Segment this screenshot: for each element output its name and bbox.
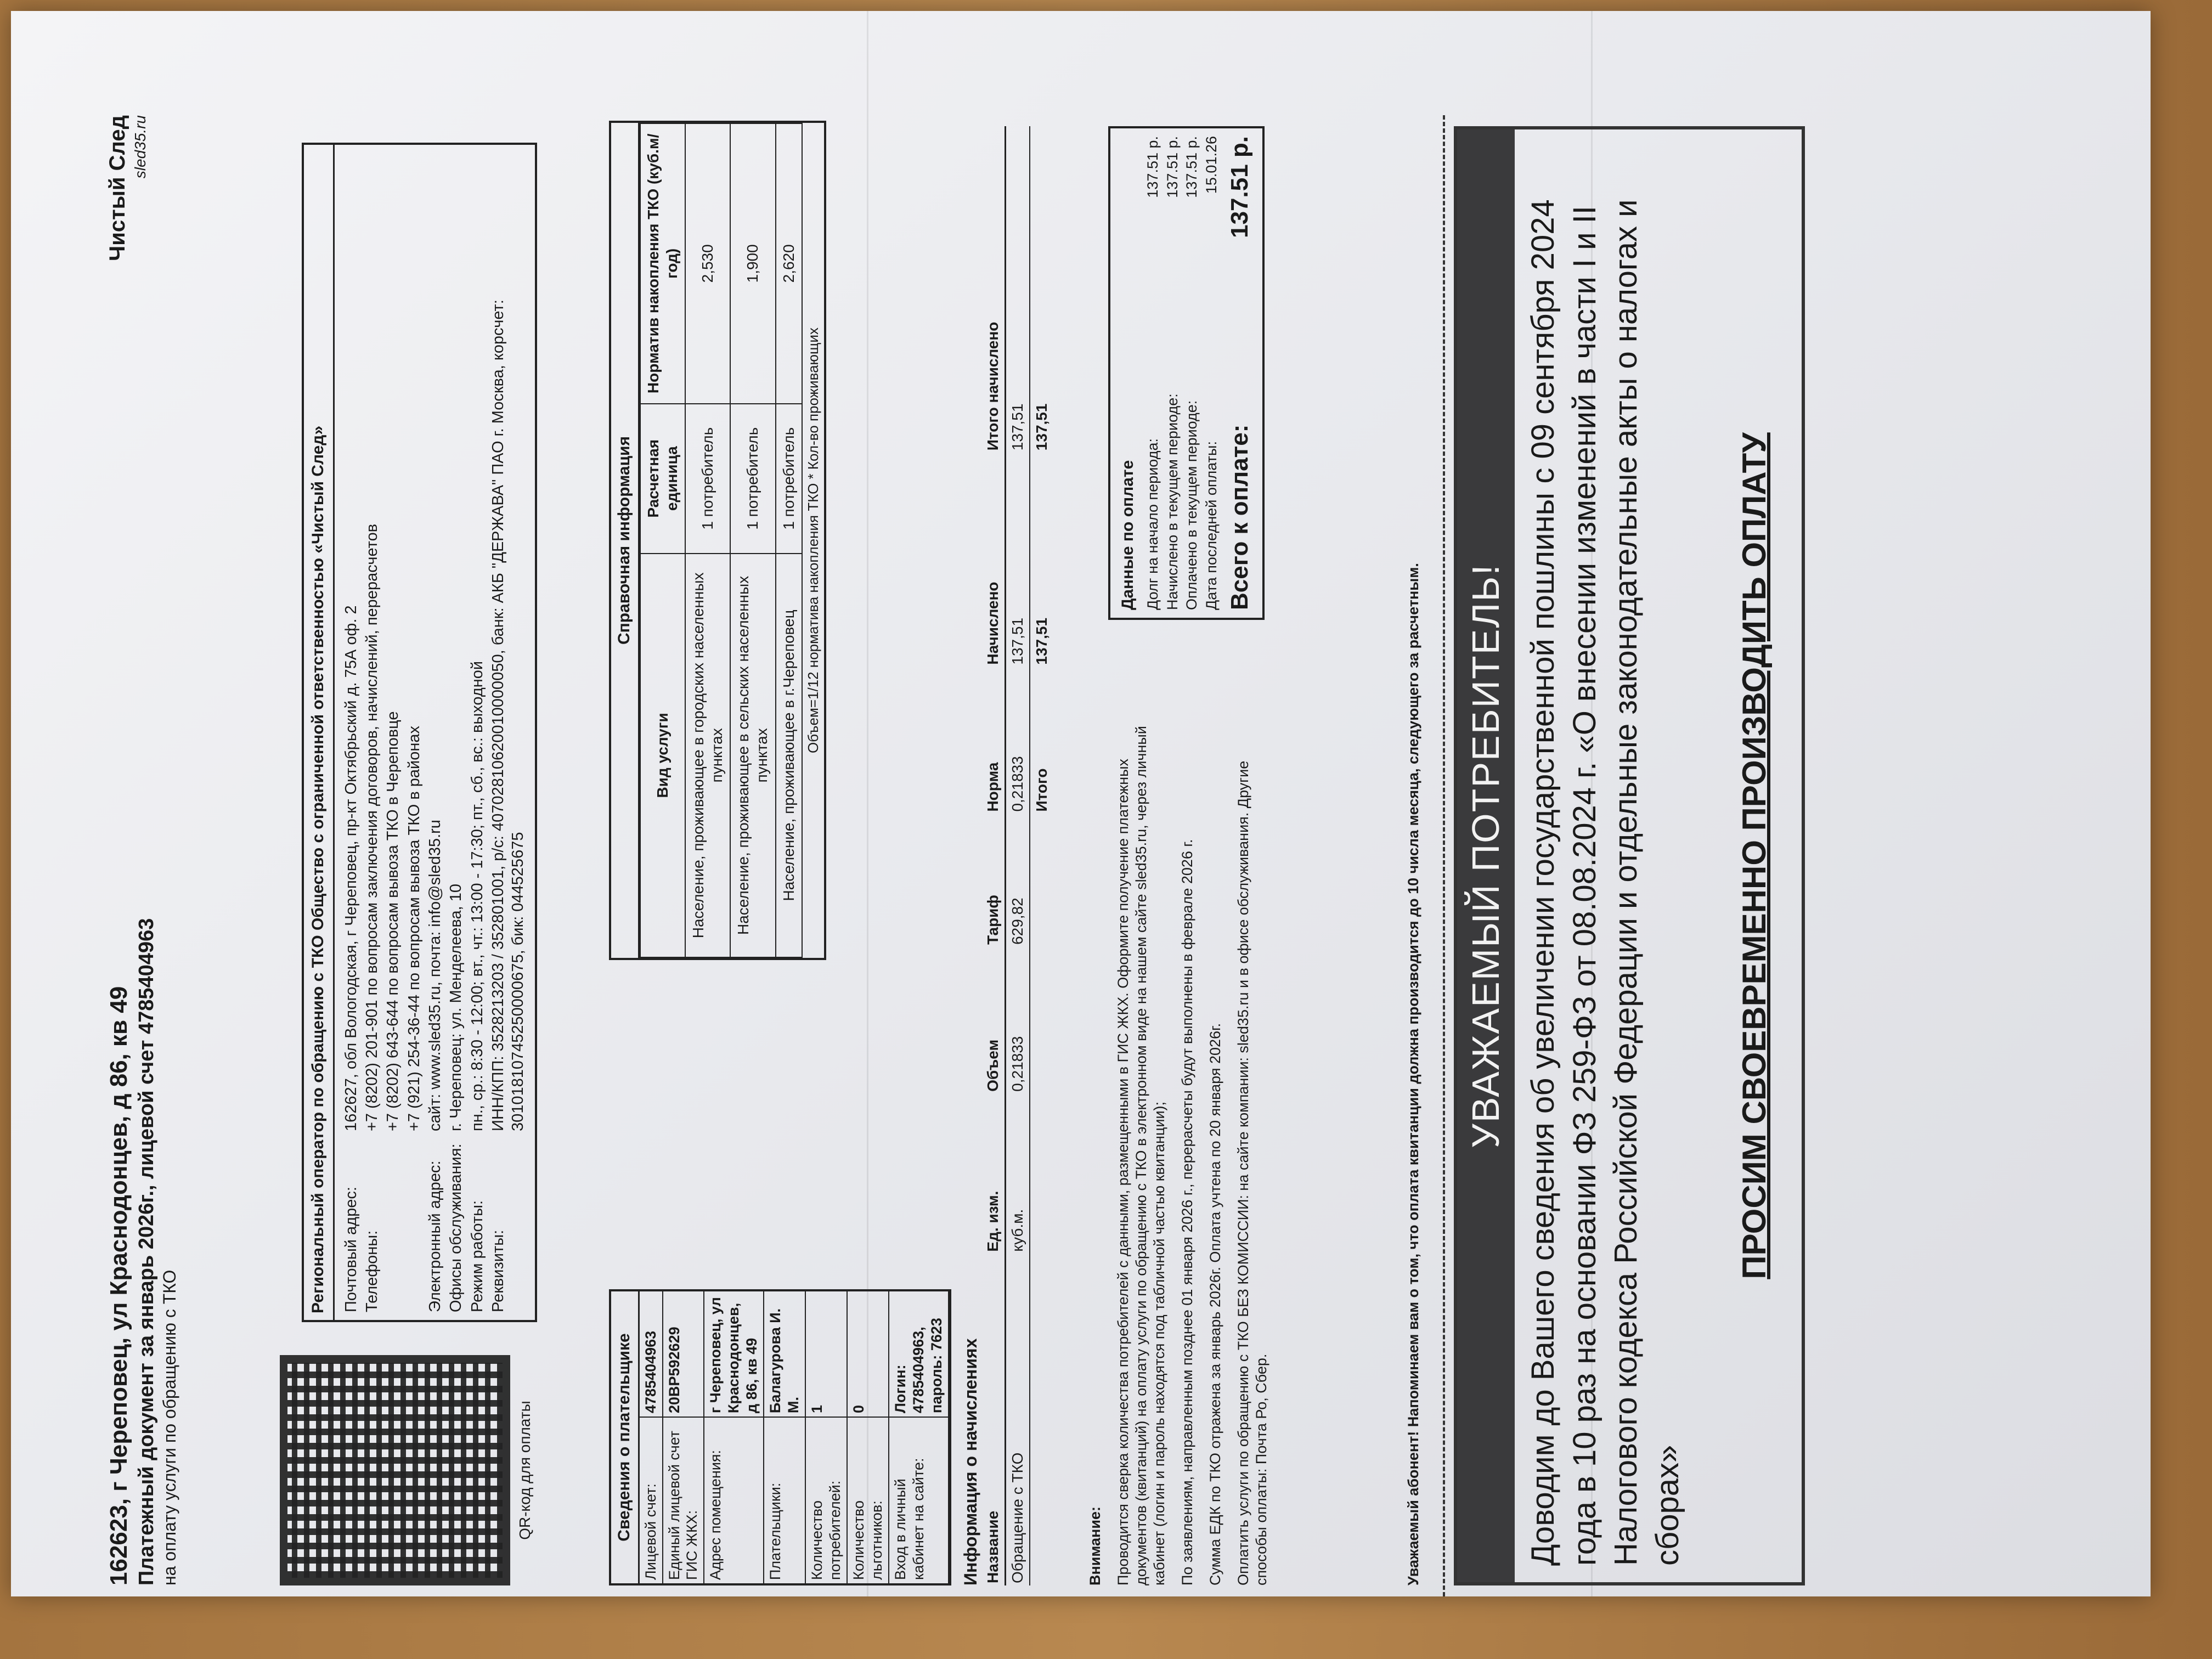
payer-row-label: Количество потребителей: bbox=[806, 1417, 847, 1583]
reference-cell: 1 потребитель bbox=[776, 404, 802, 554]
consumer-notice bbox=[1454, 126, 1805, 1585]
charges-cell: 629,82 bbox=[1006, 814, 1030, 947]
reference-info bbox=[609, 121, 826, 960]
charges-cell: Обращение с ТКО bbox=[1006, 1254, 1030, 1585]
operator-field-value: 162627, обл Вологодская, г Череповец, пр-кт Октябрьский д. 75А оф. 2 bbox=[342, 605, 360, 1131]
reference-cell: 2,530 bbox=[685, 123, 730, 404]
notes-p1: Проводится сверка количества потребителей с данными, размещенными в ГИС ЖКХ. Оформите получение платежных документов (квитанций) на оплату услуги по обращению с ТКО в электронном виде на нашем сайте sled35.ru, через личный кабинет (логин и пароль находятся под табличной частью квитанции); bbox=[1114, 726, 1167, 1585]
payment-rows bbox=[1144, 136, 1221, 610]
operator-title: Региональный оператор по обращению с ТКО Общество с ограниченной ответственностью «Чистый След» bbox=[304, 145, 335, 1320]
charges-cell: куб.м. bbox=[1006, 1094, 1030, 1254]
operator-field-value: +7 (8202) 643-644 по вопросам вывоза ТКО в Череповце bbox=[384, 711, 402, 1131]
charges-total-final: 137,51 bbox=[1033, 403, 1051, 451]
payer-row-label: Плательщики: bbox=[764, 1417, 805, 1583]
payment-total-value: 137.51 р. bbox=[1226, 136, 1254, 238]
document-subtitle: на оплату услуги по обращению с ТКО bbox=[160, 1269, 180, 1585]
notes-heading: Внимание: bbox=[1087, 1506, 1103, 1585]
notice-body: Доводим до Вашего сведения об увеличении государственной пошлины с 09 сентября 2024 года в 10 раз на основании ФЗ 259-ФЗ от 08.08.2024 г. «О внесении изменений в части I и II Налогового кодекса Российской Федерации и отдельные законодательные акты о налогах и сборах» bbox=[1525, 199, 1685, 1566]
reference-cell: Население, проживающее в городских населенных пунктах bbox=[685, 554, 730, 957]
payer-row bbox=[663, 1291, 705, 1583]
payer-row-value: Логин: 4785404963, пароль: 7623 bbox=[891, 1318, 945, 1413]
reference-cell: 1 потребитель bbox=[685, 404, 730, 554]
payment-row-value: 15.01.26 bbox=[1203, 136, 1220, 194]
charges-total-label: Итого bbox=[1033, 768, 1051, 812]
charges-total-charged: 137,51 bbox=[1033, 617, 1051, 665]
payment-total bbox=[1225, 136, 1255, 610]
company-logo bbox=[104, 115, 150, 261]
operator-field-row bbox=[468, 153, 487, 1312]
operator-field-value: пн., ср.: 8:30 - 12:00; вт., чт.: 13:00 - 17:30; пт., сб., вс.: выходной bbox=[468, 661, 486, 1131]
charges-cell: 137,51 bbox=[1006, 453, 1030, 667]
payer-row-value: 20ВР592629 bbox=[665, 1327, 682, 1413]
notes-block bbox=[1086, 708, 1280, 1585]
invoice-document bbox=[82, 82, 2101, 1618]
operator-field-label: Почтовый адрес: bbox=[342, 1187, 360, 1312]
payer-row-label: Адрес помещения: bbox=[704, 1417, 763, 1583]
logo-name: Чистый След bbox=[105, 115, 129, 261]
payment-row-value: 137.51 р. bbox=[1183, 136, 1200, 198]
qr-label: QR-код для оплаты bbox=[516, 1401, 533, 1540]
reference-row bbox=[730, 123, 775, 957]
notice-footer: ПРОСИМ СВОЕВРЕМЕННО ПРОИЗВОДИТЬ ОПЛАТУ bbox=[1735, 432, 1773, 1279]
operator-field-row bbox=[383, 153, 403, 1312]
payment-row-value: 137.51 р. bbox=[1164, 136, 1181, 198]
payment-row-label: Долг на начало периода: bbox=[1144, 438, 1161, 610]
payer-row-label: Единый лицевой счет ГИС ЖКХ: bbox=[663, 1417, 704, 1583]
payer-row bbox=[889, 1291, 949, 1583]
payer-row bbox=[704, 1291, 764, 1583]
operator-field-label: Офисы обслуживания: bbox=[447, 1143, 465, 1312]
payer-row-label: Вход в личный кабинет на сайте: bbox=[889, 1417, 948, 1583]
charges-cell: 137,51 bbox=[1006, 126, 1030, 453]
document-title: Платежный документ за январь 2026г., лицевой счет 4785404963 bbox=[134, 918, 158, 1585]
charges-column-header: Начислено bbox=[981, 453, 1006, 667]
payer-row-value: 4785404963 bbox=[642, 1330, 659, 1413]
reference-column-header: Норматив накопления ТКО (куб.м/год) bbox=[640, 123, 685, 404]
charges-row bbox=[1006, 126, 1030, 1585]
payment-total-label: Всего к оплате: bbox=[1226, 424, 1254, 610]
payment-row bbox=[1144, 136, 1162, 610]
payment-row bbox=[1164, 136, 1182, 610]
header-block bbox=[104, 598, 180, 1585]
cut-line bbox=[1443, 115, 1445, 1596]
recipient-address: 162623, г Череповец, ул Краснодонцев, д 86, кв 49 bbox=[105, 986, 132, 1585]
reference-title: Справочная информация bbox=[611, 123, 640, 958]
operator-info bbox=[302, 143, 537, 1322]
operator-field-value: сайт: www.sled35.ru, почта: info@sled35.ru bbox=[426, 820, 444, 1131]
reference-body bbox=[685, 123, 802, 957]
notes-p4: Оплатить услуги по обращению с ТКО БЕЗ КОМИССИИ: на сайте компании: sled35.ru и в офисе обслуживания. Другие способы оплаты: Почта Ро, Сбер. bbox=[1234, 760, 1269, 1585]
payer-row bbox=[806, 1291, 848, 1583]
charges-title: Информация о начислениях bbox=[961, 1338, 980, 1585]
payment-row bbox=[1183, 136, 1201, 610]
reference-column-header: Вид услуги bbox=[640, 554, 685, 957]
reference-cell: Население, проживающее в сельских населенных пунктах bbox=[730, 554, 775, 957]
charges-column-header: Название bbox=[981, 1254, 1006, 1585]
payment-reminder: Уважаемый абонент! Напоминаем вам о том, что оплата квитанции должна производится до 10 числа месяца, следующего за расчетным. bbox=[1405, 563, 1421, 1585]
operator-field-row bbox=[342, 153, 361, 1312]
operator-fields bbox=[335, 145, 535, 1320]
charges-column-header: Итого начислено bbox=[981, 126, 1006, 453]
payment-row-label: Дата последней оплаты: bbox=[1203, 441, 1220, 610]
payer-row-value: 1 bbox=[809, 1404, 826, 1413]
operator-field-label: Телефоны: bbox=[363, 1230, 381, 1312]
reference-column-header: Расчетная единица bbox=[640, 404, 685, 554]
payer-row-label: Лицевой счет: bbox=[640, 1417, 662, 1583]
charges-column-header: Ед. изм. bbox=[981, 1094, 1006, 1254]
qr-code-icon bbox=[280, 1355, 510, 1585]
operator-field-row bbox=[447, 153, 466, 1312]
charges-cell: 0,21833 bbox=[1006, 667, 1030, 814]
notice-banner: УВАЖАЕМЫЙ ПОТРЕБИТЕЛЬ! bbox=[1457, 129, 1515, 1582]
payer-rows bbox=[640, 1291, 949, 1583]
operator-field-value: +7 (8202) 201-901 по вопросам заключения договоров, начислений, перерасчетов bbox=[363, 523, 381, 1131]
operator-field-label: Электронный адрес: bbox=[426, 1160, 444, 1312]
payer-title: Сведения о плательщике bbox=[611, 1291, 640, 1583]
operator-field-row bbox=[405, 153, 424, 1312]
reference-cell: 1,900 bbox=[730, 123, 775, 404]
operator-field-row bbox=[363, 153, 382, 1312]
operator-field-label: Реквизиты: bbox=[489, 1229, 507, 1312]
payment-row-label: Оплачено в текущем периоде: bbox=[1183, 400, 1200, 610]
payer-info bbox=[609, 1289, 951, 1585]
reference-row bbox=[776, 123, 802, 957]
charges-total-row bbox=[1030, 126, 1053, 1585]
charges-header-row bbox=[981, 126, 1006, 1585]
payer-row-value: 0 bbox=[850, 1404, 867, 1413]
payer-row-value: г Череповец, ул Краснодонцев, д 86, кв 49 bbox=[707, 1297, 760, 1413]
reference-cell: 2,620 bbox=[776, 123, 802, 404]
payment-row-value: 137.51 р. bbox=[1144, 136, 1161, 198]
operator-field-label bbox=[405, 1131, 424, 1312]
reference-table bbox=[640, 123, 803, 958]
reference-header-row bbox=[640, 123, 685, 957]
operator-field-label: Режим работы: bbox=[468, 1200, 486, 1312]
charges-total-spacer bbox=[1030, 1254, 1053, 1585]
reference-cell: Население, проживающее в г.Череповец bbox=[776, 554, 802, 957]
charges-column-header: Тариф bbox=[981, 814, 1006, 947]
operator-field-value: г. Череповец: ул. Менделеева, 10 bbox=[447, 883, 465, 1131]
operator-field-value: ИНН/КПП: 3528213203 / 352801001, р/с: 40702810620010000050, банк: АКБ "ДЕРЖАВА" ПАО г. Москва, корсчет: 30101810745250000675, бик: 044525675 bbox=[489, 300, 527, 1131]
charges-body bbox=[1006, 126, 1054, 1585]
payment-box bbox=[1108, 126, 1265, 620]
payer-row bbox=[640, 1291, 663, 1583]
charges-column-header: Объем bbox=[981, 947, 1006, 1094]
charges-table bbox=[981, 126, 1053, 1585]
reference-row bbox=[685, 123, 730, 957]
payer-row bbox=[848, 1291, 889, 1583]
operator-field-value: +7 (921) 254-36-44 по вопросам вывоза ТКО в районах bbox=[405, 725, 423, 1131]
logo-site: sled35.ru bbox=[131, 115, 149, 179]
charges-total-spacer bbox=[1030, 814, 1053, 947]
payment-row-label: Начислено в текущем периоде: bbox=[1164, 393, 1181, 610]
notes-p2: По заявлениям, направленным позднее 01 января 2026 г., перерасчеты будут выполнены в феврале 2026 г. bbox=[1178, 839, 1195, 1585]
qr-code-block bbox=[280, 1355, 533, 1585]
reference-note: Объем=1/12 норматива накопления ТКО * Кол-во проживающих bbox=[804, 328, 821, 753]
notes-p3: Сумма ЕДК по ТКО отражена за январь 2026г. Оплата учтена по 20 января 2026г. bbox=[1206, 1023, 1223, 1585]
charges-cell: 0,21833 bbox=[1006, 947, 1030, 1094]
operator-field-label bbox=[383, 1131, 403, 1312]
payment-title: Данные по оплате bbox=[1119, 460, 1137, 610]
payer-row bbox=[764, 1291, 806, 1583]
charges-info bbox=[960, 126, 1054, 1585]
charges-column-header: Норма bbox=[981, 667, 1006, 814]
charges-total-spacer bbox=[1030, 1094, 1053, 1254]
operator-field-row bbox=[426, 153, 445, 1312]
charges-total-spacer bbox=[1030, 947, 1053, 1094]
payer-row-label: Количество льготников: bbox=[848, 1417, 888, 1583]
payment-row bbox=[1203, 136, 1221, 610]
payer-row-value: Балагурова И. М. bbox=[767, 1308, 802, 1413]
reference-cell: 1 потребитель bbox=[730, 404, 775, 554]
operator-field-row bbox=[489, 153, 528, 1312]
